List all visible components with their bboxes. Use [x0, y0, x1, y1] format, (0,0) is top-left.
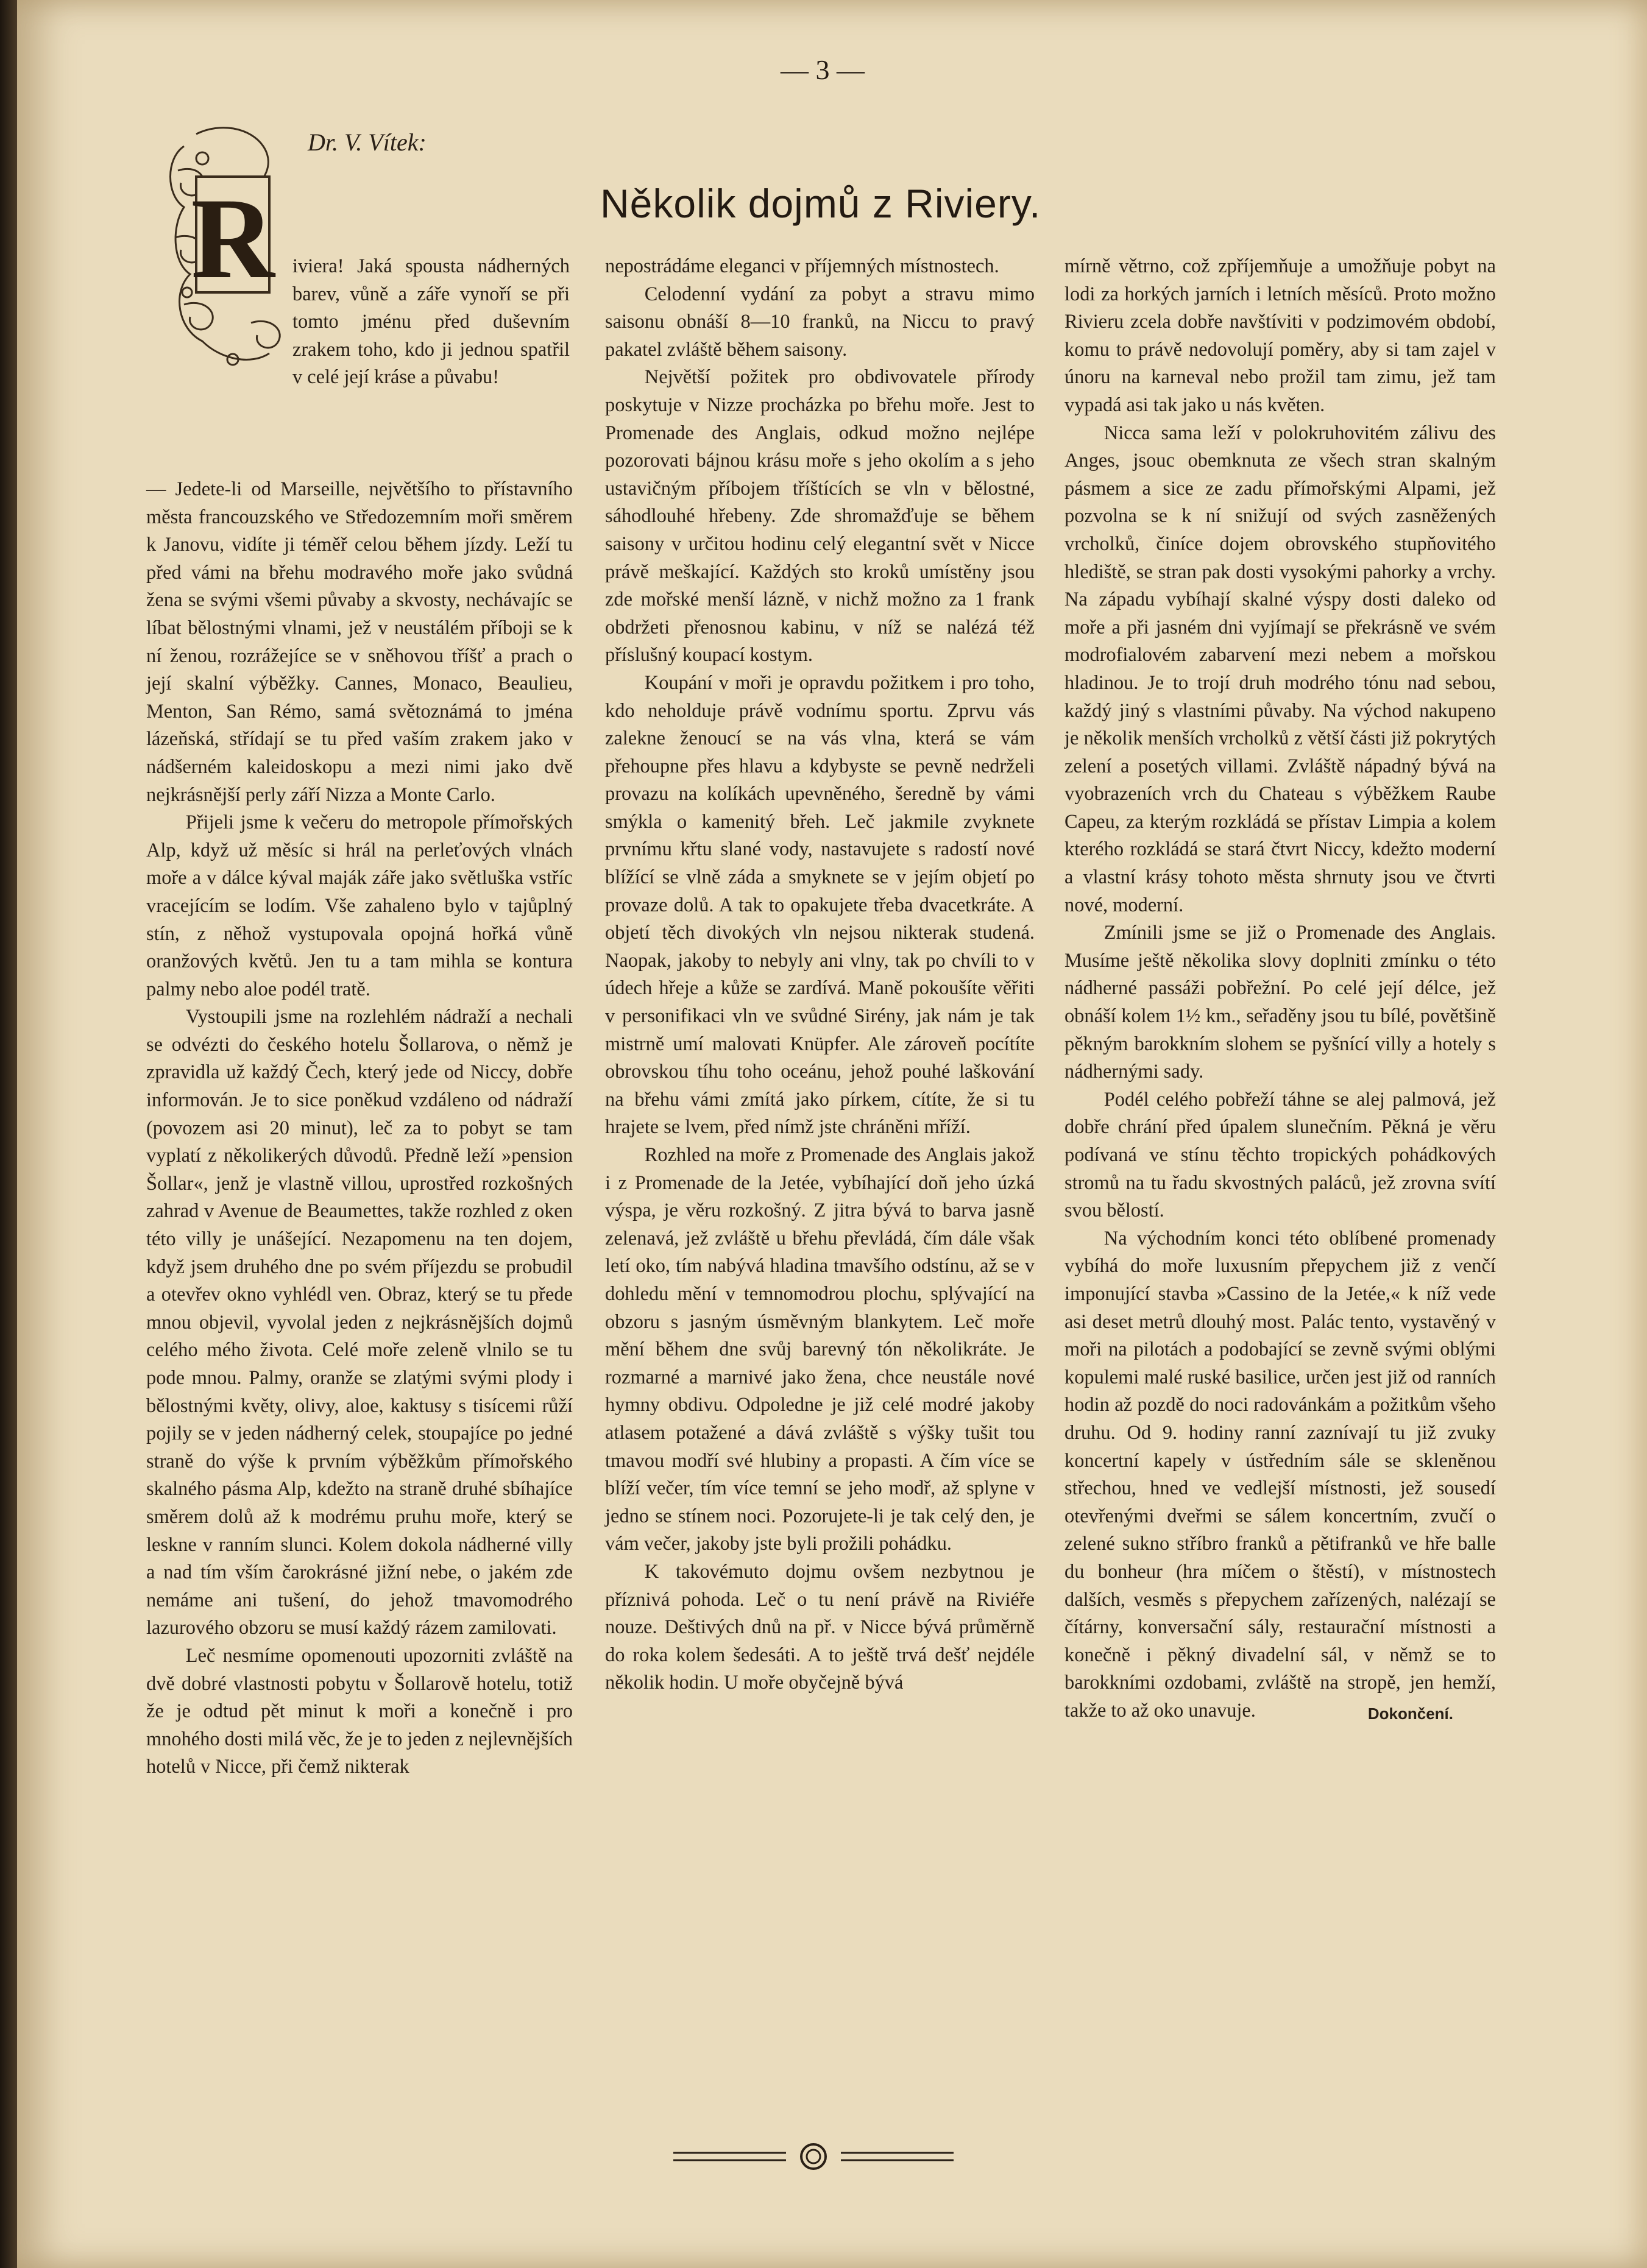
paragraph: Rozhled na moře z Promenade des Anglais jakož i z Promenade de la Jetée, vybíhající doň jeho úzká výspa, je věru rozkošný. Z jitra bývá to barva jasně zelenavá, jež zvláště u břehu převládá, čím dále však letí oko, tím nabývá hladina tmavšího odstínu, až se v dohledu mění v temnomodrou plochu, splývající na obzoru s jasným úsměvným blankytem. Leč moře mění během dne svůj barevný tón několikráte. Je rozmarné a marnivé jako žena, chce neustále nové hymny obdivu. Odpoledne je již celé modré jakoby atlasem potažené a dává zvláště s výšky tušit tou tmavou modří své hlubiny a propasti. A čím více se blíží večer, tím více temní se jeho modř, až splyne v jedno se stínem noci. Pozorujete-li je tak celý den, je vám večer, jakoby jste byli prožili pohádku.	[605, 1144, 1035, 1555]
paragraph: iviera! Jaká spousta nádherných barev, vůně a záře vynoří se při tomto jménu před duševním zrakem toho, kdo ji jednou spatřil v celé její kráse a půvabu!	[292, 255, 570, 389]
column-3	[1064, 253, 1496, 1728]
paragraph: Koupání v moři je opravdu požitkem i pro toho, kdo neholduje právě vodnímu sportu. Zprvu vás zalekne ženoucí se na vás vlna, která se vám přehoupne přes hlavu a kdybyste se pevně nedrželi provazu na kolíkách upevněného, šeredně by vámi smýkla o kamenitý břeh. Leč jakmile zvyknete prvnímu křtu slané vody, nastavujete s radostí nové blížící se vlně záda a smyknete se v jejím objetí po provaze dolů. A tak to opakujete třeba dvacetkráte. A objetí těch divokých vln nejsou nikterak studená. Naopak, jakoby to nebyly ani vlny, tak po chvíli to v údech hřeje a kůže se zardívá. Maně pokoušíte věřiti v personifikaci vln ve svůdné Sirény, jak nám je tak mistrně umí malovati Knüpfer. Ale zároveň pocítíte obrovskou tíhu toho oceánu, jehož pouhé laškování na břehu vámi zmítá jako pírkem, cítíte, že si tu hrajete se lvem, před nímž jste chráněni mříží.	[605, 671, 1035, 1139]
paragraph: Leč nesmíme opomenouti upozorniti zvláště na dvě dobré vlastnosti pobytu v Šollarově hotelu, totiž že je odtud pět minut k moři a konečně i pro mnohého dosti milá věc, že je to jeden z nejlevnějších hotelů v Nicce, při čemž nikterak	[146, 1644, 573, 1778]
paragraph: nepostrádáme eleganci v příjemných místnostech.	[605, 255, 999, 277]
paragraph: Podél celého pobřeží táhne se alej palmová, jež dobře chrání před úpalem slunečním. Pěkná je věru podívaná ve stínu těchto tropických pohádkových stromů na tu řadu skvostných paláců, jež zrovna svítí svou bělostí.	[1064, 1088, 1496, 1222]
paragraph: Nicca sama leží v polokruhovitém zálivu des Anges, jsouc obemknuta ze všech stran skalným pásmem a sice ze zadu přímořskými Alpami, jež pozvolna se k ní snižují od svých zasněžených vrcholků, činíce dojem obrovského stupňovitého hlediště, se stran pak dosti vysokými pahorky a vrchy. Na západu vybíhají skalné výspy dosti daleko od moře a při jasném dni vyjímají se překrásně ve svém modrofialovém zabarvení mezi nebem a mořskou hladinou. Je to trojí druh modrého tónu nad sebou, každý jiný s vlastními půvaby. Na východ nakupeno je několik menších vrcholků z větší části již pokrytých zelení a posetých villami. Zvláště nápadný bývá na vyobrazeních vrch du Chateau s výběžkem Raube Capeu, za kterým rozkládá se přístav Limpia a kolem kterého rozkládá se stará čtvrt Niccy, kdežto moderní a vlastní krásy tohoto města shrnuty jsou ve čtvrti nové, moderní.	[1064, 422, 1496, 916]
paragraph: Největší požitek pro obdivovatele přírody poskytuje v Nizze procházka po břehu moře. Jest to Promenade des Anglais, odkud možno nejlépe pozorovati bájnou krásu moře s jeho okolím a s jeho ustavičným příbojem tříštících se vln v bělostné, sáhodlouhé hřebeny. Zde shromažďuje se během saisony v určitou hodinu celý elegantní svět v Nicce právě meškající. Každých sto kroků umístěny jsou zde mořské menší lázně, v nichž možno za 1 frank obdržeti přenosnou kabinu, v níž se nalézá též příslušný koupací kostym.	[605, 366, 1035, 666]
paragraph: mírně větrno, což zpříjemňuje a umožňuje pobyt na lodi za horkých jarních i letních měsíců. Proto možno Rivieru zcela dobře navštíviti v podzimovém období, komu to právě nedovolují poměry, aby si tam zajel v únoru na karneval nebo prožil tam zimu, jež tam vypadá asi tak jako u nás květen.	[1064, 255, 1496, 416]
paragraph: Vystoupili jsme na rozlehlém nádraží a nechali se odvézti do českého hotelu Šollarova, o němž je zpravidla už každý Čech, který jede od Niccy, dobře informován. Je to sice poněkud vzdáleno od nádraží (povozem asi 20 minut), leč za to pobyt se tam vyplatí z několikerých důvodů. Předně leží »pension Šollar«, jenž je vlastně villou, uprostřed rozkošných zahrad v Avenue de Beaumettes, takže rozhled z oken této villy je unášející. Nezapomenu na ten dojem, když jsem druhého dne po svém příjezdu se probudil a otevřev okno vyhlédl ven. Obraz, který se tu přede mnou objevil, vyvolal jeden z nejkrásnějších dojmů celého mého života. Celé moře zeleně vlnilo se tu pode mnou. Palmy, oranže se zlatými svými plody i bělostnými květy, olivy, aloe, kaktusy s tisícemi růží pojily se v jeden nádherný celek, stoupajíce po jedné straně do výše k prvním výběžkům přímořského skalného pásma Alp, kdežto na straně druhé sbíhajíce směrem dolů až k modrému pruhu moře, který se leskne v ranním slunci. Kolem dokola nádherné villy a nad tím vším čarokrásné jižní nebe, o jakém zde nemáme ani tušení, do jehož tmavomodrého lazurového obzoru se musí každý rázem zamilovati.	[146, 1006, 573, 1639]
paragraph: Na východním konci této oblíbené promenady vybíhá do moře luxusním přepychem již z venčí imponující stavba »Cassino de la Jetée,« k níž vede asi deset metrů dlouhý most. Palác tento, vystavěný v moři na pilotách a podobající se zevně svými oblými kopulemi malé ruské basilice, určen jest již od ranních hodin až pozdě do noci radovánkám a požitkům všeho druhu. Od 9. hodiny ranní zaznívají tu již zvuky koncertní kapely v ústředním sále se skleněnou střechou, hned ve vedlejší místnosti, jež sousedí otevřenými dveřmi se sálem koncertním, zvučí o zelené sukno stříbro franků a pětifranků ve hře balle du bonheur (hra míčem o štěstí), v místnostech dalších, vesměs s přepychem zařízených, nalézají se čítárny, konversační sály, restaurační místnosti a konečně i pěkný divadelní sál, v němž se to barokkními ozdobami, zvláště na stropě, jen hemží, takže to až oko unavuje.	[1064, 1227, 1496, 1722]
continuation-note: Dokončení.	[1367, 1705, 1453, 1723]
ornamental-initial	[160, 122, 294, 378]
paragraph: K takovémuto dojmu ovšem nezbytnou je příznivá pohoda. Leč o tu není právě na Riviéře nouze. Deštivých dnů na př. v Nicce bývá průměrně do roka kolem šedesáti. A to ještě trvá dešť nejdéle několik hodin. U moře obyčejně bývá	[605, 1560, 1035, 1694]
article-title: Několik dojmů z Riviery.	[600, 181, 1041, 226]
paragraph: Zmínili jsme se již o Promenade des Anglais. Musíme ještě několika slovy doplniti zmínku o této nádherné passáži pobřežní. Po celé její délce, jež obnáší kolem 1½ km., seřaděny jsou tu bílé, povětšině pěkným barokkním slohem se pyšnící villy a hotely s nádhernými sady.	[1064, 922, 1496, 1083]
page-number: — 3 —	[781, 54, 865, 85]
column-1	[146, 476, 573, 1781]
book-binding	[0, 0, 17, 2268]
initial-letter: R	[191, 175, 275, 303]
dropcap-paragraph	[292, 253, 570, 392]
paragraph: — Jedete-li od Marseille, největšího to přístavního města francouzského ve Středozemním moři směrem k Janovu, vidíte ji téměř celou během jízdy. Leží tu před vámi na břehu modravého moře jako svůdná žena se svými všemi půvaby a skvosty, nechávajíc se líbat bělostnými vlnami, jež v neustálém příboji se k ní ženou, rozrážejíce se v sněhovou tříšť a prach o její skalní výběžky. Cannes, Monaco, Beaulieu, Menton, San Rémo, samá světoznámá to jména lázeňská, střídají se tu před vaším zrakem jako v nádšerném kaleidoskopu a mezi nimi jako dvě nejkrásnější perly září Nizza a Monte Carlo.	[146, 478, 573, 806]
author-name: Dr. V. Vítek:	[308, 129, 427, 156]
paragraph: Přijeli jsme k večeru do metropole přímořských Alp, když už měsíc si hrál na perleťových vlnách moře a v dálce kýval maják záře jako světluška vstříc vracejícím se lodím. Vše zahaleno bylo v tajůplný stín, z něhož vystupovala opojná hořká vůně oranžových květů. Jen tu a tam mihla se kontura palmy nebo aloe podél tratě.	[146, 811, 573, 1000]
paragraph: Celodenní vydání za pobyt a stravu mimo saisonu obnáší 8—10 franků, na Niccu to pravý pakatel zvláště během saisony.	[605, 283, 1035, 361]
end-ornament	[661, 2141, 966, 2172]
column-2	[605, 253, 1035, 1697]
